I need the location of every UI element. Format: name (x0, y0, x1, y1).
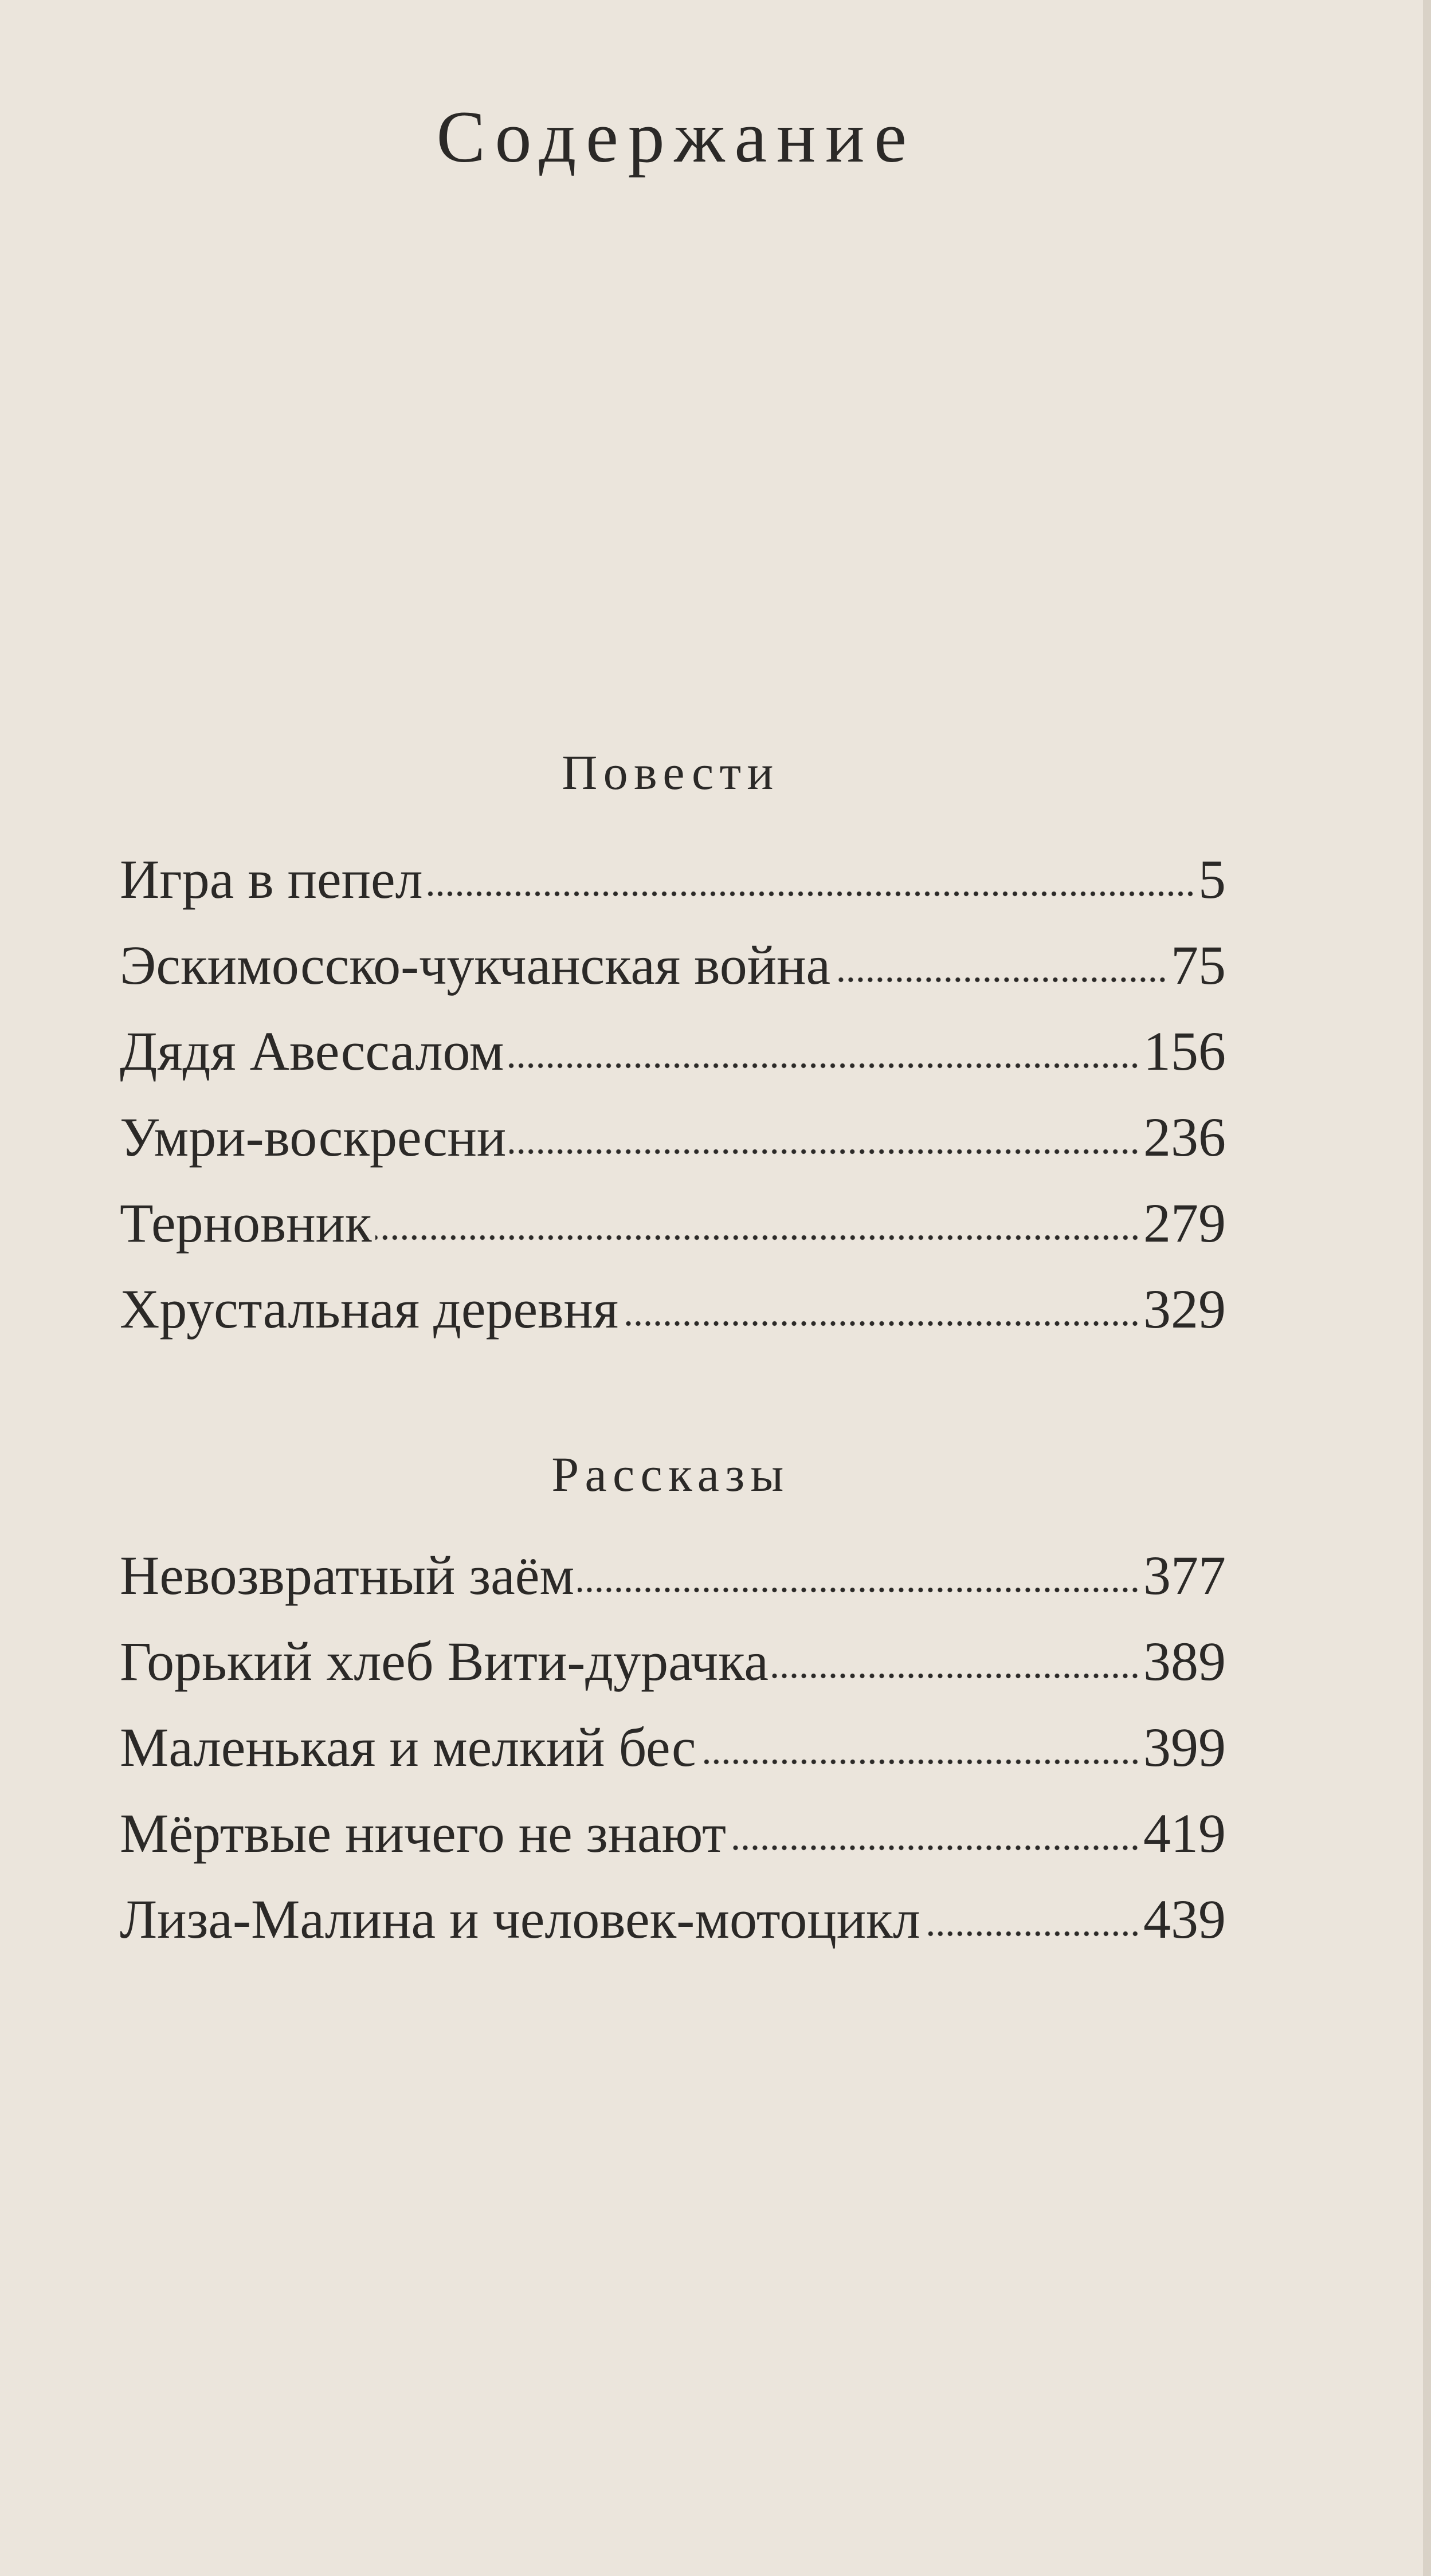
entry-page: 329 (1143, 1278, 1226, 1340)
dot-leader (509, 1148, 1140, 1156)
entry-page: 377 (1143, 1545, 1226, 1606)
dot-leader (375, 1234, 1140, 1242)
entry-title: Игра в пепел (120, 849, 423, 910)
entry-title: Маленькая и мелкий бес (120, 1717, 696, 1778)
dot-leader (578, 1586, 1140, 1594)
entry-title: Эскимосско-чукчанская война (120, 934, 831, 996)
entry-page: 75 (1171, 934, 1226, 996)
entry-title: Терновник (120, 1192, 372, 1254)
dot-leader (622, 1320, 1140, 1328)
entry-page: 236 (1143, 1106, 1226, 1168)
toc-entry[interactable] (120, 1189, 1226, 1258)
entry-page: 156 (1143, 1020, 1226, 1082)
entry-page: 439 (1143, 1888, 1226, 1950)
toc-entry[interactable] (120, 1017, 1226, 1086)
dot-leader (834, 976, 1167, 984)
entry-page: 389 (1143, 1631, 1226, 1692)
toc-entry[interactable] (120, 1885, 1226, 1954)
entry-page: 399 (1143, 1717, 1226, 1778)
toc-entry[interactable] (120, 931, 1226, 1000)
entry-title: Хрустальная деревня (120, 1278, 618, 1340)
entry-title: Невозвратный заём (120, 1545, 575, 1606)
entry-title: Дядя Авессалом (120, 1020, 504, 1082)
toc-entry[interactable] (120, 1713, 1226, 1782)
entry-title: Мёртвые ничего не знают (120, 1803, 727, 1864)
entry-page: 419 (1143, 1803, 1226, 1864)
entry-page: 5 (1198, 849, 1226, 910)
entry-title: Лиза-Малина и человек-мотоцикл (120, 1888, 920, 1950)
toc-entry[interactable] (120, 1541, 1226, 1610)
dot-leader (772, 1672, 1140, 1680)
section-heading-povesti: Повести (562, 745, 779, 800)
entry-title: Горький хлеб Вити-дурачка (120, 1631, 769, 1692)
dot-leader (426, 890, 1195, 898)
page-edge (1423, 0, 1431, 2576)
section-heading-rasskazy: Рассказы (551, 1447, 790, 1502)
toc-entry[interactable] (120, 845, 1226, 914)
dot-leader (700, 1758, 1140, 1766)
toc-entry[interactable] (120, 1103, 1226, 1172)
toc-entry[interactable] (120, 1275, 1226, 1344)
dot-leader (507, 1062, 1140, 1070)
entry-title: Умри-воскресни (120, 1106, 507, 1168)
entry-page: 279 (1143, 1192, 1226, 1254)
page-title: Содержание (436, 96, 916, 178)
dot-leader (924, 1930, 1140, 1938)
toc-entry[interactable] (120, 1627, 1226, 1696)
toc-entry[interactable] (120, 1799, 1226, 1868)
dot-leader (730, 1844, 1140, 1852)
